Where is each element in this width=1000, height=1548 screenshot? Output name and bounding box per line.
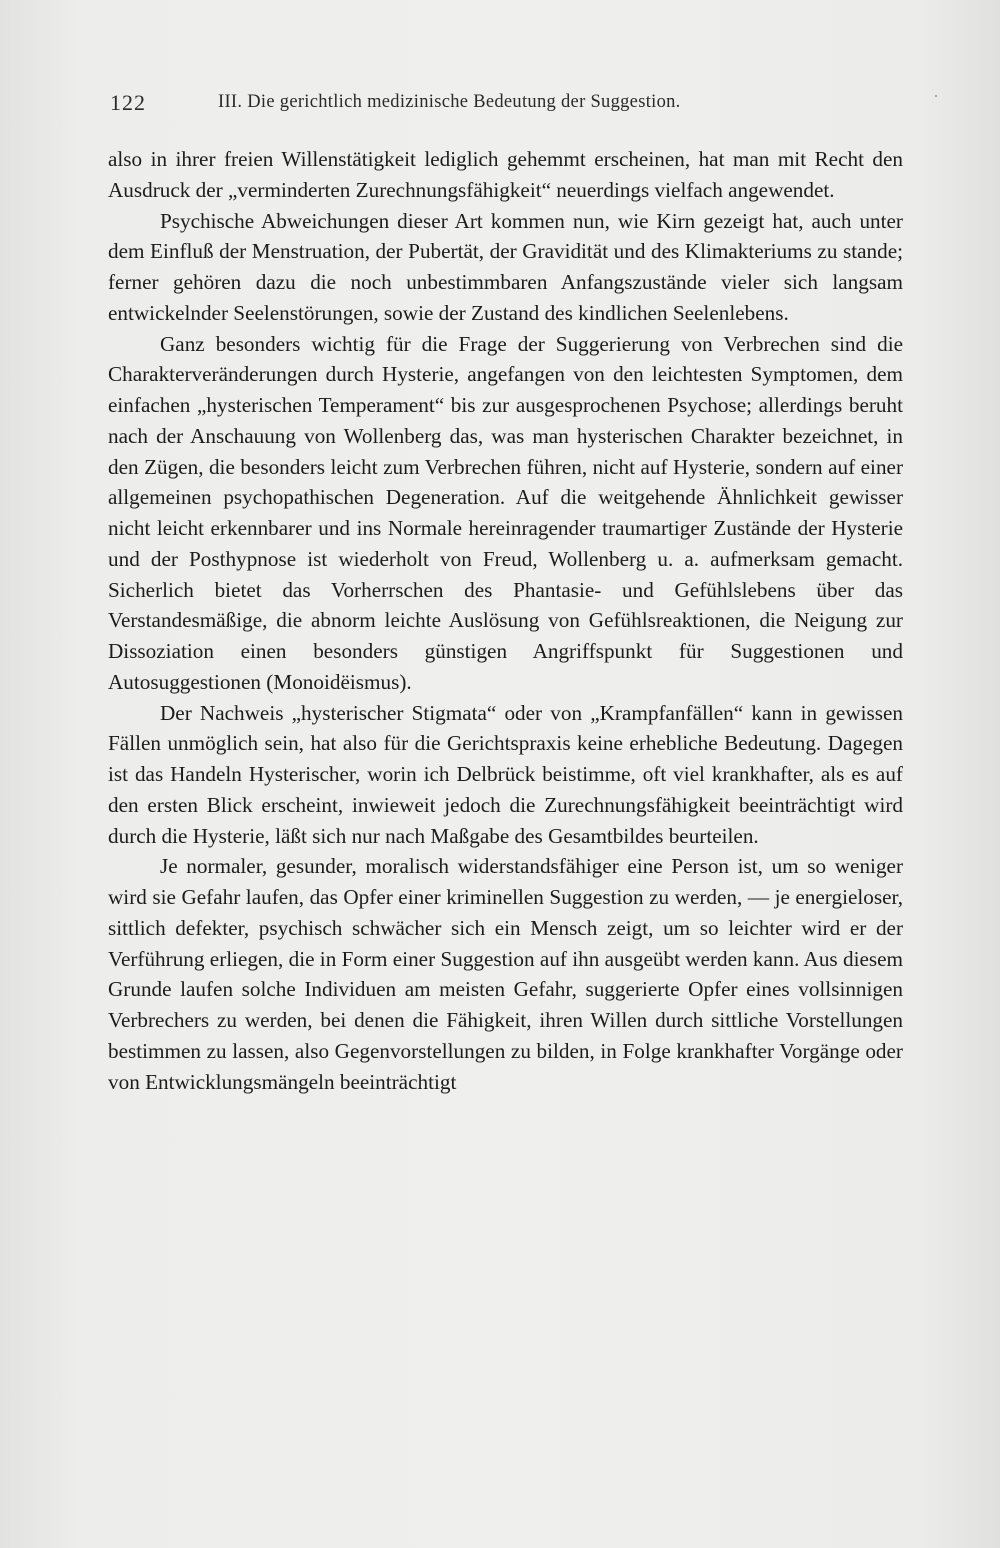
ink-speck: [935, 95, 937, 97]
paragraph: Ganz besonders wichtig für die Frage der Suggerierung von Verbrechen sind die Charakterveränderungen durch Hysterie, angefangen von den leichtesten Symptomen, dem einfachen „hysterischen Temperament“ bis zur ausgesprochenen Psychose; allerdings beruht nach der Anschauung von Wollenberg das, was man hysterischen Charakter bezeichnet, in den Zügen, die besonders leicht zum Verbrechen führen, nicht auf Hysterie, sondern auf einer allgemeinen psychopathischen Degeneration. Auf die weitgehende Ähnlichkeit gewisser nicht leicht erkennbarer und ins Normale hereinragender traumartiger Zustände der Hysterie und der Posthypnose ist wiederholt von Freud, Wollenberg u. a. aufmerksam gemacht. Sicherlich bietet das Vorherrschen des Phantasie- und Gefühlslebens über das Verstandesmäßige, die abnorm leichte Auslösung von Gefühlsreaktionen, die Neigung zur Dissoziation einen besonders günstigen Angriffspunkt für Suggestionen und Autosuggestionen (Monoidëismus).: [108, 331, 903, 694]
paragraph: Psychische Abweichungen dieser Art kommen nun, wie Kirn gezeigt hat, auch unter dem Einfluß der Menstruation, der Pubertät, der Gravidität und des Klimakteriums zu stande; ferner gehören dazu die noch unbestimmbaren Anfangszustände vieler sich langsam entwickelnder Seelenstörungen, sowie der Zustand des kindlichen Seelenlebens.: [108, 208, 903, 325]
paragraph: Je normaler, gesunder, moralisch widerstandsfähiger eine Person ist, um so weniger wird sie Gefahr laufen, das Opfer einer kriminellen Suggestion zu werden, — je energieloser, sittlich defekter, psychisch schwächer sich ein Mensch zeigt, um so leichter wird er der Verführung erliegen, die in Form einer Suggestion auf ihn ausgeübt werden kann. Aus diesem Grunde laufen solche Individuen am meisten Gefahr, suggerierte Opfer eines vollsinnigen Verbrechers zu werden, bei denen die Fähigkeit, ihren Willen durch sittliche Vorstellungen bestimmen zu lassen, also Gegenvorstellungen zu bilden, in Folge krankhafter Vorgänge oder von Entwicklungsmängeln beeinträchtigt: [108, 854, 903, 1094]
paragraph: also in ihrer freien Willenstätigkeit lediglich gehemmt erscheinen, hat man mit Recht den Ausdruck der „verminderten Zurechnungsfähigkeit“ neuerdings vielfach angewendet.: [108, 147, 903, 202]
page-header: [110, 90, 905, 120]
body-text: [108, 144, 903, 1097]
page-number: 122: [110, 90, 146, 115]
running-head: III. Die gerichtlich medizinische Bedeutung der Suggestion.: [218, 92, 681, 112]
paragraph: Der Nachweis „hysterischer Stigmata“ oder von „Krampfanfällen“ kann in gewissen Fällen unmöglich sein, hat also für die Gerichtspraxis keine erhebliche Bedeutung. Dagegen ist das Handeln Hysterischer, worin ich Delbrück beistimme, oft viel krankhafter, als es auf den ersten Blick erscheint, inwieweit jedoch die Zurechnungsfähigkeit beeinträchtigt wird durch die Hysterie, läßt sich nur nach Maßgabe des Gesamtbildes beurteilen.: [108, 700, 903, 848]
